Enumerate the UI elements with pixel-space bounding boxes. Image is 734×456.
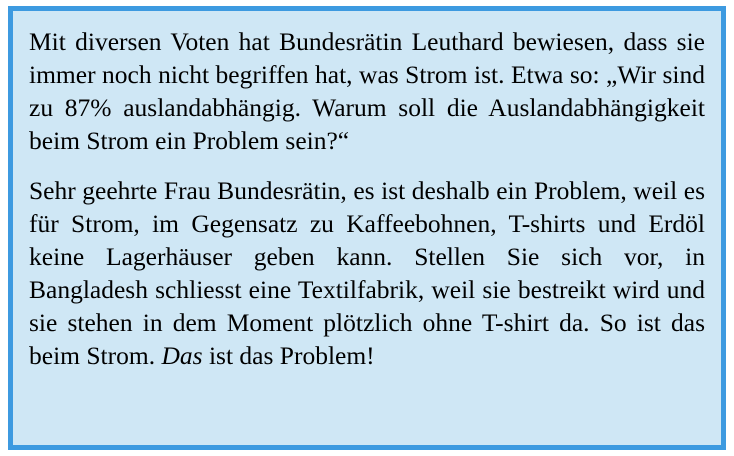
paragraph-2 [29,174,705,373]
paragraph-2-emphasis: Das [161,341,203,371]
paragraph-2-segment-3: ist das Problem! [202,341,375,371]
paragraph-1: Mit diversen Voten hat Bundesrätin Leuthard bewiesen, dass sie immer noch nicht begriffen hat, was Strom ist. Etwa so: „Wir sind zu 87% auslandabhängig. Warum soll die Auslandabhängigkeit beim Strom ein Problem sein?“ [29,27,705,156]
paragraph-2-segment-1: Sehr geehrte Frau Bundesrätin, es ist deshalb ein Problem, weil es für Strom, im Gegensatz zu Kaffeebohnen, T-shirts und Erdöl keine Lagerhäuser geben kann. Stellen Sie sich vor, in Bangladesh schliesst eine Textilfabrik, weil sie bestreikt wird und sie stehen in dem Moment plötzlich ohne T-shirt da. So ist das beim Strom. [29,175,705,371]
quote-callout-box [8,6,726,450]
